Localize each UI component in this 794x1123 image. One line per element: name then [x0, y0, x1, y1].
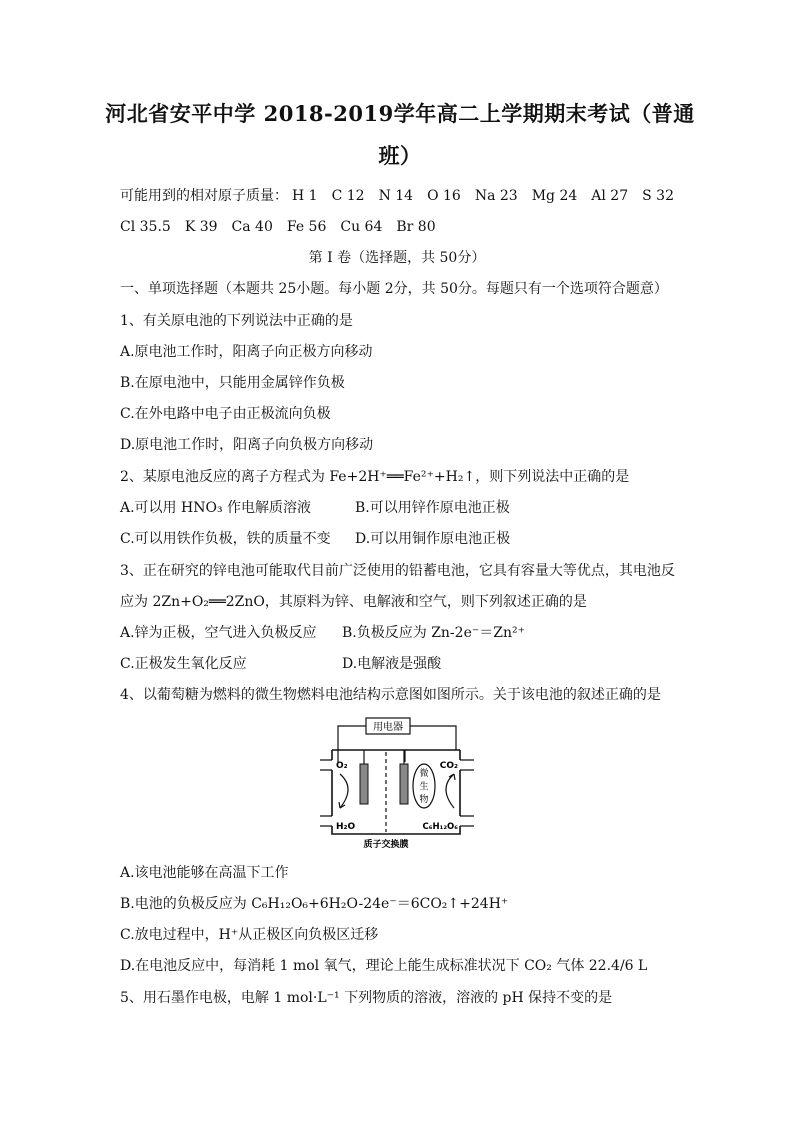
mass-item: Fe 56 [286, 219, 327, 235]
q3-stem-line1: 3、正在研究的锌电池可能取代目前广泛使用的铅蓄电池，它具有容量大等优点，其电池反 [120, 563, 675, 579]
mass-item: K 39 [184, 219, 218, 235]
atomic-masses-row2 [120, 218, 680, 236]
q3-option-b: B.负极反应为 Zn-2e⁻＝Zn²⁺ [342, 625, 525, 641]
o2-label: O₂ [336, 761, 348, 771]
mass-item: N 14 [378, 188, 414, 204]
q3-option-d: D.电解液是强酸 [342, 656, 442, 672]
co2-label: CO₂ [439, 761, 458, 771]
h2o-label: H₂O [336, 822, 356, 832]
mass-item: Mg 24 [531, 188, 578, 204]
membrane-label: 质子交换膜 [363, 840, 409, 850]
atomic-masses-row1 [120, 187, 680, 205]
left-ports [320, 760, 332, 826]
q2-option-c: C.可以用铁作负极，铁的质量不变 [120, 531, 331, 547]
q5-stem: 5、用石墨作电极，电解 1 mol·L⁻¹ 下列物质的溶液，溶液的 pH 保持不变的是 [120, 990, 613, 1006]
microbe-char-1: 微 [419, 769, 429, 779]
q3-option-c: C.正极发生氧化反应 [120, 656, 247, 672]
microbe-char-3: 物 [419, 795, 429, 805]
mass-item: Br 80 [396, 219, 436, 235]
glucose-label: C₆H₁₂O₆ [422, 822, 458, 832]
q2-stem: 2、某原电池反应的离子方程式为 Fe+2H⁺══Fe²⁺+H₂↑，则下列说法中正确的是 [120, 469, 630, 485]
q1-option-b: B.在原电池中，只能用金属锌作负极 [120, 375, 345, 391]
fuel-cell-diagram [318, 716, 478, 848]
q2-option-b: B.可以用锌作原电池正极 [355, 500, 510, 516]
exam-title-line1: 河北省安平中学 2018-2019学年高二上学期期末考试（普通 [105, 101, 695, 126]
exam-title-line2: 班） [378, 143, 422, 168]
q4-option-d: D.在电池反应中，每消耗 1 mol 氧气，理论上能生成标准状况下 CO₂ 气体 22.4/6 L [120, 958, 648, 974]
mass-item: Na 23 [474, 188, 518, 204]
q4-stem: 4、以葡萄糖为燃料的微生物燃料电池结构示意图如图所示。关于该电池的叙述正确的是 [120, 687, 661, 703]
cathode-electrode [360, 764, 368, 804]
anode-electrode [400, 764, 408, 804]
q3-option-a: A.锌为正极，空气进入负极反应 [120, 625, 317, 641]
section-instruction: 一、单项选择题（本题共 25小题。每小题 2分，共 50分。每题只有一个选项符合题意） [120, 281, 668, 297]
right-flow-arrow [446, 774, 454, 808]
right-ports [460, 760, 474, 826]
q1-stem: 1、有关原电池的下列说法中正确的是 [120, 313, 353, 329]
mass-item: C 12 [331, 188, 365, 204]
device-label: 用电器 [373, 722, 403, 733]
mass-item: Cu 64 [340, 219, 383, 235]
atomic-masses-intro: 可能用到的相对原子质量： [120, 188, 288, 204]
q4-option-b: B.电池的负极反应为 C₆H₁₂O₆+6H₂O-24e⁻＝6CO₂↑+24H⁺ [120, 896, 509, 912]
q1-option-c: C.在外电路中电子由正极流向负极 [120, 406, 331, 422]
q3-stem-line2: 应为 2Zn+O₂══2ZnO，其原料为锌、电解液和空气，则下列叙述正确的是 [120, 594, 587, 610]
mass-item: Cl 35.5 [120, 219, 171, 235]
mass-item: O 16 [427, 188, 461, 204]
microbe-char-2: 生 [419, 782, 429, 792]
section-title: 第 I 卷（选择题，共 50分） [308, 250, 486, 266]
q2-option-d: D.可以用铜作原电池正极 [355, 531, 511, 547]
mass-item: Ca 40 [231, 219, 273, 235]
mass-item: Al 27 [591, 188, 629, 204]
mass-item: S 32 [642, 188, 674, 204]
mass-item: H 1 [292, 188, 318, 204]
left-flow-arrow [340, 774, 348, 808]
q1-option-d: D.原电池工作时，阳离子向负极方向移动 [120, 437, 374, 453]
wire-right [410, 726, 456, 750]
q2-option-a: A.可以用 HNO₃ 作电解质溶液 [120, 500, 312, 516]
q1-option-a: A.原电池工作时，阳离子向正极方向移动 [120, 344, 373, 360]
q4-option-a: A.该电池能够在高温下工作 [120, 865, 289, 881]
wire-left [338, 726, 366, 750]
q4-option-c: C.放电过程中，H⁺从正极区向负极区迁移 [120, 927, 379, 943]
